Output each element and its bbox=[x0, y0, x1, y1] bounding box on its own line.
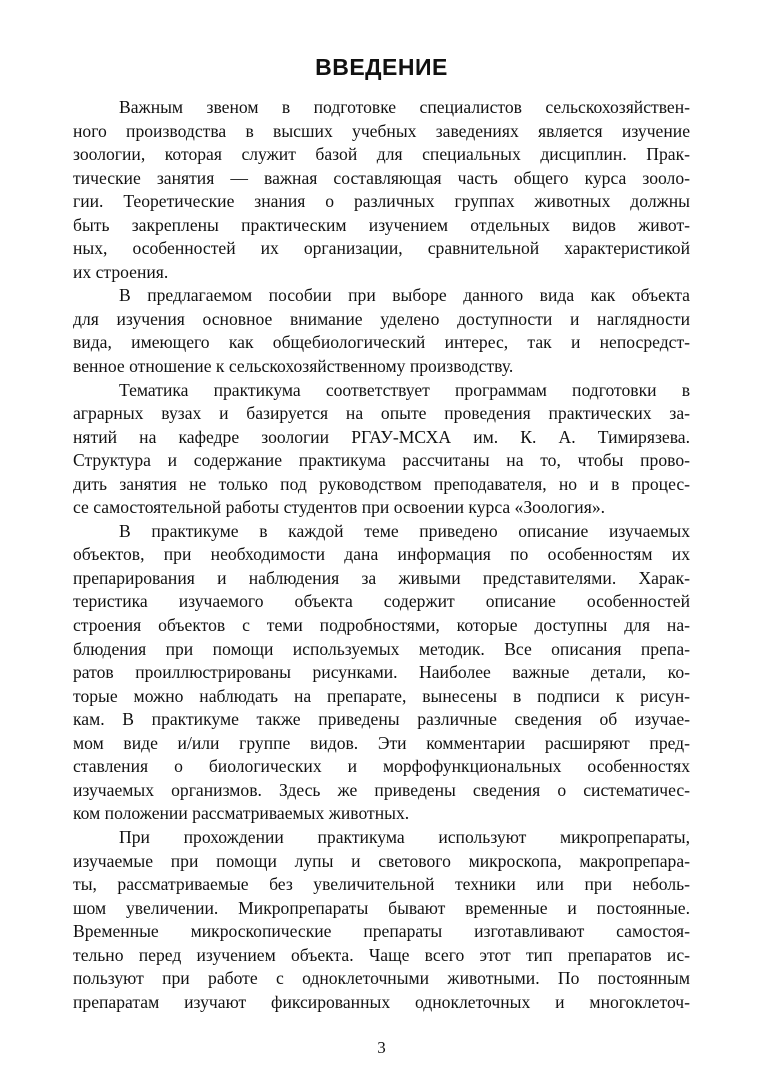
text-line: изучаемых организмов. Здесь же приведены сведения о систематичес- bbox=[73, 779, 690, 800]
text-line: кам. В практикуме также приведены различные сведения об изучае- bbox=[73, 709, 690, 730]
text-line: Структура и содержание практикума рассчитаны на то, чтобы прово- bbox=[73, 450, 690, 471]
text-line: препарирования и наблюдения за живыми представителями. Харак- bbox=[73, 567, 690, 588]
text-line: блюдения при помощи используемых методик. Все описания препа- bbox=[73, 638, 690, 659]
text-line: гии. Теоретические знания о различных группах животных должны bbox=[73, 191, 690, 212]
text-line: ного производства в высших учебных заведениях является изучение bbox=[73, 120, 690, 141]
text-line: В предлагаемом пособии при выборе данного вида как объекта bbox=[119, 285, 690, 306]
text-line: торые можно наблюдать на препарате, вынесены в подписи к рисун- bbox=[73, 685, 690, 706]
text-line: ратов проиллюстрированы рисунками. Наиболее важные детали, ко- bbox=[73, 662, 690, 683]
text-line: нятий на кафедре зоологии РГАУ-МСХА им. К. А. Тимирязева. bbox=[73, 426, 690, 447]
text-line: дить занятия не только под руководством преподавателя, но и в процес- bbox=[73, 473, 690, 494]
text-line: Временные микроскопические препараты изготавливают самостоя- bbox=[73, 921, 690, 942]
text-line: их строения. bbox=[73, 261, 169, 282]
page-title: ВВЕДЕНИЕ bbox=[315, 54, 448, 80]
text-line: строения объектов с теми подробностями, которые доступны для на- bbox=[73, 615, 690, 636]
text-line: для изучения основное внимание уделено доступности и наглядности bbox=[73, 308, 690, 329]
text-line: венное отношение к сельскохозяйственному производству. bbox=[73, 356, 514, 377]
text-line: изучаемые при помощи лупы и светового микроскопа, макропрепара- bbox=[73, 850, 690, 871]
text-line: В практикуме в каждой теме приведено описание изучаемых bbox=[119, 520, 690, 541]
text-line: тические занятия — важная составляющая часть общего курса зооло- bbox=[73, 167, 690, 188]
text-line: мом виде и/или группе видов. Эти комментарии расширяют пред- bbox=[73, 732, 690, 753]
page-number: 3 bbox=[377, 1038, 386, 1057]
text-line: Важным звеном в подготовке специалистов сельскохозяйствен- bbox=[119, 97, 690, 117]
text-line: ставления о биологических и морфофункциональных особенностях bbox=[73, 756, 690, 777]
text-line: теристика изучаемого объекта содержит описание особенностей bbox=[73, 591, 690, 612]
body-text bbox=[73, 96, 690, 1014]
text-line: вида, имеющего как общебиологический интерес, так и непосредст- bbox=[73, 332, 690, 353]
text-line: зоологии, которая служит базой для специальных дисциплин. Прак- bbox=[73, 144, 690, 165]
text-line: объектов, при необходимости дана информация по особенностям их bbox=[73, 544, 690, 565]
text-line: аграрных вузах и базируется на опыте проведения практических за- bbox=[73, 403, 690, 424]
text-line: пользуют при работе с одноклеточными животными. По постоянным bbox=[73, 968, 690, 989]
text-line: ных, особенностей их организации, сравнительной характеристикой bbox=[73, 238, 690, 259]
text-line: ты, рассматриваемые без увеличительной техники или при неболь- bbox=[73, 874, 690, 895]
text-line: се самостоятельной работы студентов при освоении курса «Зоология». bbox=[73, 497, 606, 518]
text-line: Тематика практикума соответствует программам подготовки в bbox=[119, 379, 690, 400]
text-line: шом увеличении. Микропрепараты бывают временные и постоянные. bbox=[73, 897, 690, 918]
text-line: препаратам изучают фиксированных одноклеточных и многоклеточ- bbox=[73, 991, 690, 1012]
text-line: ком положении рассматриваемых животных. bbox=[73, 803, 410, 824]
text-line: тельно перед изучением объекта. Чаще всего этот тип препаратов ис- bbox=[73, 944, 690, 965]
text-line: При прохождении практикума используют микропрепараты, bbox=[119, 826, 690, 847]
text-line: быть закреплены практическим изучением отдельных видов живот- bbox=[73, 214, 690, 235]
